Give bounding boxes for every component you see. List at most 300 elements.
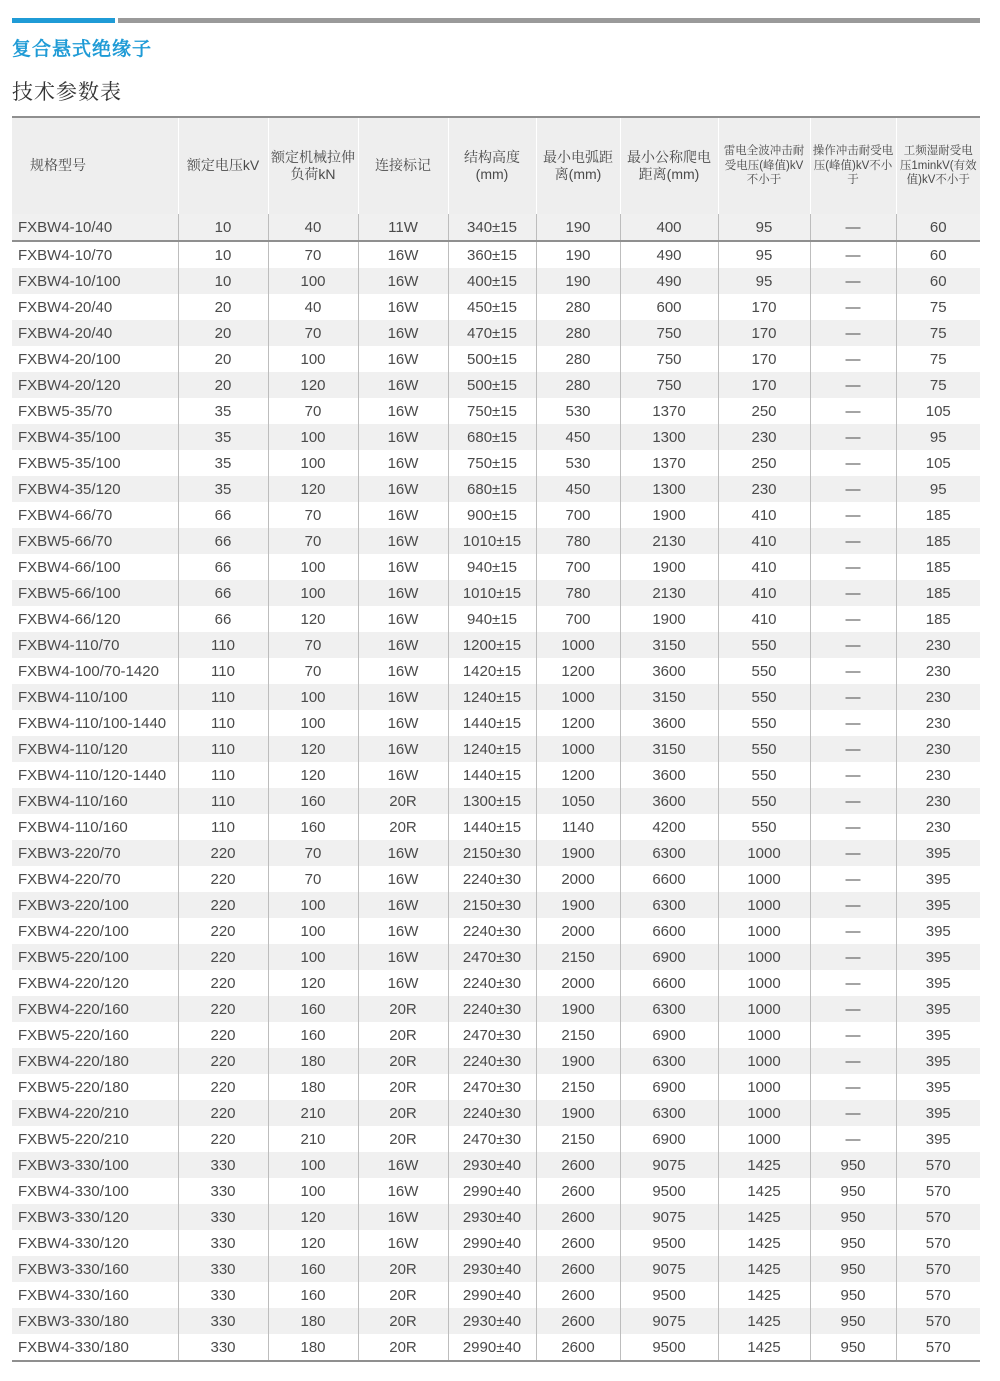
cell-mech-load: 100 bbox=[268, 554, 358, 580]
cell-power-frequency: 230 bbox=[896, 632, 980, 658]
table-row bbox=[12, 762, 980, 788]
cell-lightning-impulse: 1000 bbox=[718, 1074, 810, 1100]
cell-mech-load: 100 bbox=[268, 1178, 358, 1204]
cell-arc-distance: 1200 bbox=[536, 762, 620, 788]
cell-lightning-impulse: 170 bbox=[718, 372, 810, 398]
cell-height: 2990±40 bbox=[448, 1334, 536, 1361]
cell-arc-distance: 190 bbox=[536, 241, 620, 268]
table-row bbox=[12, 1230, 980, 1256]
cell-model: FXBW3-330/160 bbox=[12, 1256, 178, 1282]
cell-power-frequency: 570 bbox=[896, 1230, 980, 1256]
cell-mech-load: 120 bbox=[268, 970, 358, 996]
cell-switching-impulse: — bbox=[810, 632, 896, 658]
cell-model: FXBW3-220/100 bbox=[12, 892, 178, 918]
table-row bbox=[12, 710, 980, 736]
cell-connection: 16W bbox=[358, 294, 448, 320]
cell-lightning-impulse: 410 bbox=[718, 580, 810, 606]
cell-power-frequency: 230 bbox=[896, 762, 980, 788]
cell-height: 1300±15 bbox=[448, 788, 536, 814]
cell-connection: 20R bbox=[358, 1256, 448, 1282]
cell-height: 2240±30 bbox=[448, 970, 536, 996]
cell-mech-load: 120 bbox=[268, 736, 358, 762]
cell-creepage: 6300 bbox=[620, 840, 718, 866]
cell-mech-load: 120 bbox=[268, 1204, 358, 1230]
cell-connection: 20R bbox=[358, 1100, 448, 1126]
cell-arc-distance: 1900 bbox=[536, 996, 620, 1022]
table-row bbox=[12, 1282, 980, 1308]
cell-arc-distance: 2600 bbox=[536, 1334, 620, 1361]
cell-mech-load: 70 bbox=[268, 632, 358, 658]
cell-mech-load: 70 bbox=[268, 866, 358, 892]
cell-mech-load: 100 bbox=[268, 710, 358, 736]
table-row bbox=[12, 580, 980, 606]
cell-connection: 20R bbox=[358, 1308, 448, 1334]
table-row bbox=[12, 268, 980, 294]
cell-arc-distance: 2600 bbox=[536, 1178, 620, 1204]
cell-height: 450±15 bbox=[448, 294, 536, 320]
cell-arc-distance: 2000 bbox=[536, 866, 620, 892]
cell-model: FXBW4-220/120 bbox=[12, 970, 178, 996]
cell-rated-voltage: 66 bbox=[178, 528, 268, 554]
cell-rated-voltage: 220 bbox=[178, 866, 268, 892]
cell-height: 400±15 bbox=[448, 268, 536, 294]
cell-creepage: 6300 bbox=[620, 892, 718, 918]
cell-mech-load: 70 bbox=[268, 528, 358, 554]
cell-connection: 20R bbox=[358, 1126, 448, 1152]
cell-model: FXBW4-110/120 bbox=[12, 736, 178, 762]
cell-lightning-impulse: 550 bbox=[718, 710, 810, 736]
cell-arc-distance: 1000 bbox=[536, 684, 620, 710]
cell-height: 2930±40 bbox=[448, 1256, 536, 1282]
cell-creepage: 6300 bbox=[620, 1100, 718, 1126]
cell-mech-load: 70 bbox=[268, 398, 358, 424]
cell-height: 680±15 bbox=[448, 476, 536, 502]
col-header-power-frequency: 工频湿耐受电压1minkV(有效值)kV不小于 bbox=[896, 117, 980, 214]
cell-creepage: 1300 bbox=[620, 476, 718, 502]
cell-connection: 16W bbox=[358, 1230, 448, 1256]
cell-rated-voltage: 20 bbox=[178, 320, 268, 346]
cell-creepage: 1370 bbox=[620, 398, 718, 424]
cell-height: 1440±15 bbox=[448, 814, 536, 840]
cell-lightning-impulse: 250 bbox=[718, 450, 810, 476]
cell-height: 2150±30 bbox=[448, 840, 536, 866]
table-row bbox=[12, 944, 980, 970]
cell-lightning-impulse: 1000 bbox=[718, 840, 810, 866]
cell-switching-impulse: — bbox=[810, 398, 896, 424]
cell-height: 1240±15 bbox=[448, 736, 536, 762]
cell-connection: 16W bbox=[358, 241, 448, 268]
cell-connection: 16W bbox=[358, 528, 448, 554]
cell-switching-impulse: 950 bbox=[810, 1152, 896, 1178]
cell-model: FXBW4-220/100 bbox=[12, 918, 178, 944]
cell-model: FXBW5-35/100 bbox=[12, 450, 178, 476]
table-row bbox=[12, 970, 980, 996]
cell-connection: 16W bbox=[358, 554, 448, 580]
cell-height: 2470±30 bbox=[448, 1022, 536, 1048]
cell-connection: 16W bbox=[358, 944, 448, 970]
cell-connection: 16W bbox=[358, 346, 448, 372]
cell-switching-impulse: — bbox=[810, 450, 896, 476]
cell-creepage: 3600 bbox=[620, 788, 718, 814]
cell-power-frequency: 105 bbox=[896, 398, 980, 424]
cell-model: FXBW4-35/120 bbox=[12, 476, 178, 502]
cell-power-frequency: 230 bbox=[896, 684, 980, 710]
cell-height: 500±15 bbox=[448, 346, 536, 372]
cell-power-frequency: 570 bbox=[896, 1256, 980, 1282]
cell-power-frequency: 185 bbox=[896, 580, 980, 606]
cell-rated-voltage: 330 bbox=[178, 1152, 268, 1178]
cell-height: 2930±40 bbox=[448, 1308, 536, 1334]
cell-lightning-impulse: 1000 bbox=[718, 918, 810, 944]
cell-arc-distance: 1900 bbox=[536, 1048, 620, 1074]
cell-arc-distance: 1900 bbox=[536, 1100, 620, 1126]
table-row bbox=[12, 528, 980, 554]
cell-mech-load: 70 bbox=[268, 840, 358, 866]
cell-mech-load: 100 bbox=[268, 1152, 358, 1178]
cell-arc-distance: 2150 bbox=[536, 1074, 620, 1100]
cell-model: FXBW4-66/70 bbox=[12, 502, 178, 528]
cell-model: FXBW4-35/100 bbox=[12, 424, 178, 450]
cell-lightning-impulse: 550 bbox=[718, 658, 810, 684]
cell-lightning-impulse: 1425 bbox=[718, 1256, 810, 1282]
cell-power-frequency: 185 bbox=[896, 606, 980, 632]
cell-connection: 16W bbox=[358, 1152, 448, 1178]
cell-lightning-impulse: 1000 bbox=[718, 1022, 810, 1048]
cell-arc-distance: 280 bbox=[536, 320, 620, 346]
cell-height: 1440±15 bbox=[448, 710, 536, 736]
cell-creepage: 2130 bbox=[620, 528, 718, 554]
cell-lightning-impulse: 1425 bbox=[718, 1204, 810, 1230]
cell-creepage: 3600 bbox=[620, 762, 718, 788]
cell-height: 2930±40 bbox=[448, 1152, 536, 1178]
cell-switching-impulse: 950 bbox=[810, 1282, 896, 1308]
cell-rated-voltage: 110 bbox=[178, 736, 268, 762]
cell-mech-load: 160 bbox=[268, 814, 358, 840]
cell-power-frequency: 570 bbox=[896, 1334, 980, 1361]
table-row bbox=[12, 1308, 980, 1334]
cell-height: 2150±30 bbox=[448, 892, 536, 918]
cell-mech-load: 120 bbox=[268, 1230, 358, 1256]
cell-height: 340±15 bbox=[448, 214, 536, 241]
cell-arc-distance: 2600 bbox=[536, 1204, 620, 1230]
table-row bbox=[12, 736, 980, 762]
cell-model: FXBW4-220/180 bbox=[12, 1048, 178, 1074]
cell-creepage: 9075 bbox=[620, 1308, 718, 1334]
col-header-arc-distance: 最小电弧距离(mm) bbox=[536, 117, 620, 214]
table-header bbox=[12, 117, 980, 214]
cell-switching-impulse: — bbox=[810, 866, 896, 892]
table-row bbox=[12, 1022, 980, 1048]
page-title: 复合悬式绝缘子 bbox=[12, 39, 153, 60]
cell-creepage: 9075 bbox=[620, 1204, 718, 1230]
cell-lightning-impulse: 170 bbox=[718, 294, 810, 320]
cell-creepage: 9075 bbox=[620, 1152, 718, 1178]
cell-arc-distance: 1000 bbox=[536, 632, 620, 658]
cell-rated-voltage: 66 bbox=[178, 580, 268, 606]
cell-switching-impulse: — bbox=[810, 241, 896, 268]
cell-mech-load: 100 bbox=[268, 684, 358, 710]
table-row bbox=[12, 398, 980, 424]
cell-mech-load: 100 bbox=[268, 268, 358, 294]
cell-model: FXBW5-35/70 bbox=[12, 398, 178, 424]
cell-connection: 20R bbox=[358, 996, 448, 1022]
cell-mech-load: 40 bbox=[268, 294, 358, 320]
cell-switching-impulse: — bbox=[810, 684, 896, 710]
cell-arc-distance: 2600 bbox=[536, 1152, 620, 1178]
cell-lightning-impulse: 95 bbox=[718, 268, 810, 294]
cell-lightning-impulse: 1425 bbox=[718, 1282, 810, 1308]
cell-mech-load: 120 bbox=[268, 606, 358, 632]
cell-power-frequency: 570 bbox=[896, 1178, 980, 1204]
col-header-connection: 连接标记 bbox=[358, 117, 448, 214]
table-row bbox=[12, 606, 980, 632]
cell-lightning-impulse: 550 bbox=[718, 788, 810, 814]
cell-creepage: 3150 bbox=[620, 736, 718, 762]
cell-switching-impulse: — bbox=[810, 840, 896, 866]
cell-height: 940±15 bbox=[448, 554, 536, 580]
cell-model: FXBW4-220/70 bbox=[12, 866, 178, 892]
cell-height: 940±15 bbox=[448, 606, 536, 632]
cell-creepage: 6600 bbox=[620, 866, 718, 892]
cell-height: 2470±30 bbox=[448, 1126, 536, 1152]
cell-height: 900±15 bbox=[448, 502, 536, 528]
cell-model: FXBW4-66/120 bbox=[12, 606, 178, 632]
cell-creepage: 750 bbox=[620, 372, 718, 398]
table-row bbox=[12, 372, 980, 398]
cell-rated-voltage: 220 bbox=[178, 996, 268, 1022]
cell-height: 2990±40 bbox=[448, 1178, 536, 1204]
cell-mech-load: 100 bbox=[268, 424, 358, 450]
cell-power-frequency: 395 bbox=[896, 1074, 980, 1100]
cell-rated-voltage: 66 bbox=[178, 502, 268, 528]
col-header-lightning-impulse: 雷电全波冲击耐受电压(峰值)kV不小于 bbox=[718, 117, 810, 214]
cell-height: 1010±15 bbox=[448, 528, 536, 554]
cell-height: 1440±15 bbox=[448, 762, 536, 788]
cell-rated-voltage: 220 bbox=[178, 1022, 268, 1048]
cell-rated-voltage: 220 bbox=[178, 1126, 268, 1152]
cell-arc-distance: 530 bbox=[536, 398, 620, 424]
cell-rated-voltage: 220 bbox=[178, 840, 268, 866]
cell-rated-voltage: 330 bbox=[178, 1256, 268, 1282]
cell-switching-impulse: — bbox=[810, 1048, 896, 1074]
cell-connection: 16W bbox=[358, 372, 448, 398]
cell-arc-distance: 2000 bbox=[536, 970, 620, 996]
table-row bbox=[12, 241, 980, 268]
cell-mech-load: 210 bbox=[268, 1126, 358, 1152]
cell-lightning-impulse: 1000 bbox=[718, 866, 810, 892]
cell-connection: 16W bbox=[358, 606, 448, 632]
cell-height: 2240±30 bbox=[448, 1048, 536, 1074]
cell-mech-load: 100 bbox=[268, 346, 358, 372]
spec-table bbox=[12, 116, 980, 1362]
cell-model: FXBW5-66/70 bbox=[12, 528, 178, 554]
cell-model: FXBW5-220/180 bbox=[12, 1074, 178, 1100]
cell-power-frequency: 60 bbox=[896, 268, 980, 294]
cell-rated-voltage: 330 bbox=[178, 1282, 268, 1308]
cell-model: FXBW4-66/100 bbox=[12, 554, 178, 580]
cell-mech-load: 70 bbox=[268, 241, 358, 268]
cell-arc-distance: 1900 bbox=[536, 892, 620, 918]
cell-rated-voltage: 20 bbox=[178, 372, 268, 398]
cell-model: FXBW4-10/40 bbox=[12, 214, 178, 241]
cell-connection: 16W bbox=[358, 918, 448, 944]
cell-arc-distance: 1050 bbox=[536, 788, 620, 814]
cell-arc-distance: 190 bbox=[536, 268, 620, 294]
cell-model: FXBW3-330/100 bbox=[12, 1152, 178, 1178]
cell-arc-distance: 2150 bbox=[536, 1126, 620, 1152]
cell-power-frequency: 95 bbox=[896, 424, 980, 450]
cell-mech-load: 160 bbox=[268, 788, 358, 814]
cell-rated-voltage: 66 bbox=[178, 606, 268, 632]
cell-height: 2470±30 bbox=[448, 944, 536, 970]
cell-lightning-impulse: 170 bbox=[718, 346, 810, 372]
cell-model: FXBW4-330/120 bbox=[12, 1230, 178, 1256]
cell-height: 360±15 bbox=[448, 241, 536, 268]
cell-switching-impulse: — bbox=[810, 658, 896, 684]
cell-connection: 16W bbox=[358, 1204, 448, 1230]
cell-model: FXBW4-330/160 bbox=[12, 1282, 178, 1308]
cell-creepage: 400 bbox=[620, 214, 718, 241]
cell-height: 750±15 bbox=[448, 398, 536, 424]
table-row bbox=[12, 1152, 980, 1178]
cell-switching-impulse: — bbox=[810, 970, 896, 996]
cell-connection: 16W bbox=[358, 710, 448, 736]
cell-power-frequency: 75 bbox=[896, 346, 980, 372]
cell-creepage: 6600 bbox=[620, 970, 718, 996]
cell-mech-load: 180 bbox=[268, 1074, 358, 1100]
table-row bbox=[12, 814, 980, 840]
cell-power-frequency: 185 bbox=[896, 554, 980, 580]
cell-creepage: 3600 bbox=[620, 658, 718, 684]
col-header-switching-impulse: 操作冲击耐受电压(峰值)kV不小于 bbox=[810, 117, 896, 214]
cell-height: 1010±15 bbox=[448, 580, 536, 606]
table-row bbox=[12, 866, 980, 892]
cell-model: FXBW4-110/100 bbox=[12, 684, 178, 710]
cell-mech-load: 40 bbox=[268, 214, 358, 241]
cell-lightning-impulse: 550 bbox=[718, 684, 810, 710]
cell-lightning-impulse: 1000 bbox=[718, 996, 810, 1022]
cell-power-frequency: 230 bbox=[896, 736, 980, 762]
cell-height: 1420±15 bbox=[448, 658, 536, 684]
cell-model: FXBW5-220/100 bbox=[12, 944, 178, 970]
cell-power-frequency: 395 bbox=[896, 840, 980, 866]
cell-lightning-impulse: 550 bbox=[718, 814, 810, 840]
cell-model: FXBW4-110/160 bbox=[12, 814, 178, 840]
cell-mech-load: 70 bbox=[268, 658, 358, 684]
cell-power-frequency: 185 bbox=[896, 528, 980, 554]
cell-creepage: 1900 bbox=[620, 502, 718, 528]
cell-height: 470±15 bbox=[448, 320, 536, 346]
cell-switching-impulse: 950 bbox=[810, 1308, 896, 1334]
cell-power-frequency: 570 bbox=[896, 1282, 980, 1308]
cell-arc-distance: 1200 bbox=[536, 658, 620, 684]
cell-mech-load: 120 bbox=[268, 372, 358, 398]
cell-switching-impulse: — bbox=[810, 502, 896, 528]
cell-rated-voltage: 110 bbox=[178, 658, 268, 684]
cell-power-frequency: 75 bbox=[896, 294, 980, 320]
cell-switching-impulse: 950 bbox=[810, 1334, 896, 1361]
cell-switching-impulse: — bbox=[810, 346, 896, 372]
cell-connection: 16W bbox=[358, 580, 448, 606]
cell-power-frequency: 105 bbox=[896, 450, 980, 476]
accent-bar bbox=[12, 18, 115, 23]
cell-rated-voltage: 35 bbox=[178, 424, 268, 450]
table-row bbox=[12, 1100, 980, 1126]
cell-switching-impulse: — bbox=[810, 892, 896, 918]
cell-power-frequency: 395 bbox=[896, 1126, 980, 1152]
cell-rated-voltage: 330 bbox=[178, 1204, 268, 1230]
cell-rated-voltage: 35 bbox=[178, 398, 268, 424]
cell-connection: 16W bbox=[358, 658, 448, 684]
cell-lightning-impulse: 1000 bbox=[718, 944, 810, 970]
cell-lightning-impulse: 410 bbox=[718, 554, 810, 580]
cell-arc-distance: 700 bbox=[536, 554, 620, 580]
cell-power-frequency: 230 bbox=[896, 814, 980, 840]
cell-arc-distance: 450 bbox=[536, 476, 620, 502]
cell-connection: 16W bbox=[358, 476, 448, 502]
cell-arc-distance: 2600 bbox=[536, 1308, 620, 1334]
cell-creepage: 750 bbox=[620, 320, 718, 346]
cell-creepage: 9500 bbox=[620, 1334, 718, 1361]
cell-power-frequency: 60 bbox=[896, 241, 980, 268]
cell-switching-impulse: — bbox=[810, 214, 896, 241]
cell-rated-voltage: 10 bbox=[178, 268, 268, 294]
cell-lightning-impulse: 230 bbox=[718, 424, 810, 450]
cell-creepage: 9500 bbox=[620, 1178, 718, 1204]
cell-connection: 16W bbox=[358, 762, 448, 788]
cell-model: FXBW4-100/70-1420 bbox=[12, 658, 178, 684]
cell-model: FXBW4-110/120-1440 bbox=[12, 762, 178, 788]
table-row bbox=[12, 294, 980, 320]
cell-arc-distance: 700 bbox=[536, 606, 620, 632]
table-row bbox=[12, 450, 980, 476]
cell-rated-voltage: 35 bbox=[178, 450, 268, 476]
cell-power-frequency: 570 bbox=[896, 1308, 980, 1334]
cell-switching-impulse: — bbox=[810, 918, 896, 944]
cell-height: 1200±15 bbox=[448, 632, 536, 658]
cell-switching-impulse: — bbox=[810, 788, 896, 814]
cell-connection: 20R bbox=[358, 1048, 448, 1074]
cell-arc-distance: 1140 bbox=[536, 814, 620, 840]
cell-model: FXBW4-20/100 bbox=[12, 346, 178, 372]
cell-arc-distance: 2600 bbox=[536, 1256, 620, 1282]
cell-lightning-impulse: 95 bbox=[718, 241, 810, 268]
table-row bbox=[12, 918, 980, 944]
cell-switching-impulse: — bbox=[810, 1126, 896, 1152]
cell-arc-distance: 1900 bbox=[536, 840, 620, 866]
cell-rated-voltage: 330 bbox=[178, 1308, 268, 1334]
cell-lightning-impulse: 550 bbox=[718, 736, 810, 762]
cell-switching-impulse: — bbox=[810, 1022, 896, 1048]
cell-creepage: 9075 bbox=[620, 1256, 718, 1282]
cell-power-frequency: 395 bbox=[896, 892, 980, 918]
cell-arc-distance: 530 bbox=[536, 450, 620, 476]
cell-creepage: 2130 bbox=[620, 580, 718, 606]
cell-creepage: 6300 bbox=[620, 1048, 718, 1074]
cell-mech-load: 160 bbox=[268, 1022, 358, 1048]
cell-rated-voltage: 110 bbox=[178, 684, 268, 710]
cell-creepage: 6900 bbox=[620, 1126, 718, 1152]
table-row bbox=[12, 1126, 980, 1152]
cell-lightning-impulse: 1425 bbox=[718, 1334, 810, 1361]
cell-lightning-impulse: 1000 bbox=[718, 970, 810, 996]
cell-height: 2930±40 bbox=[448, 1204, 536, 1230]
cell-connection: 16W bbox=[358, 970, 448, 996]
cell-creepage: 1900 bbox=[620, 554, 718, 580]
cell-model: FXBW5-220/160 bbox=[12, 1022, 178, 1048]
cell-creepage: 9500 bbox=[620, 1230, 718, 1256]
cell-arc-distance: 1000 bbox=[536, 736, 620, 762]
